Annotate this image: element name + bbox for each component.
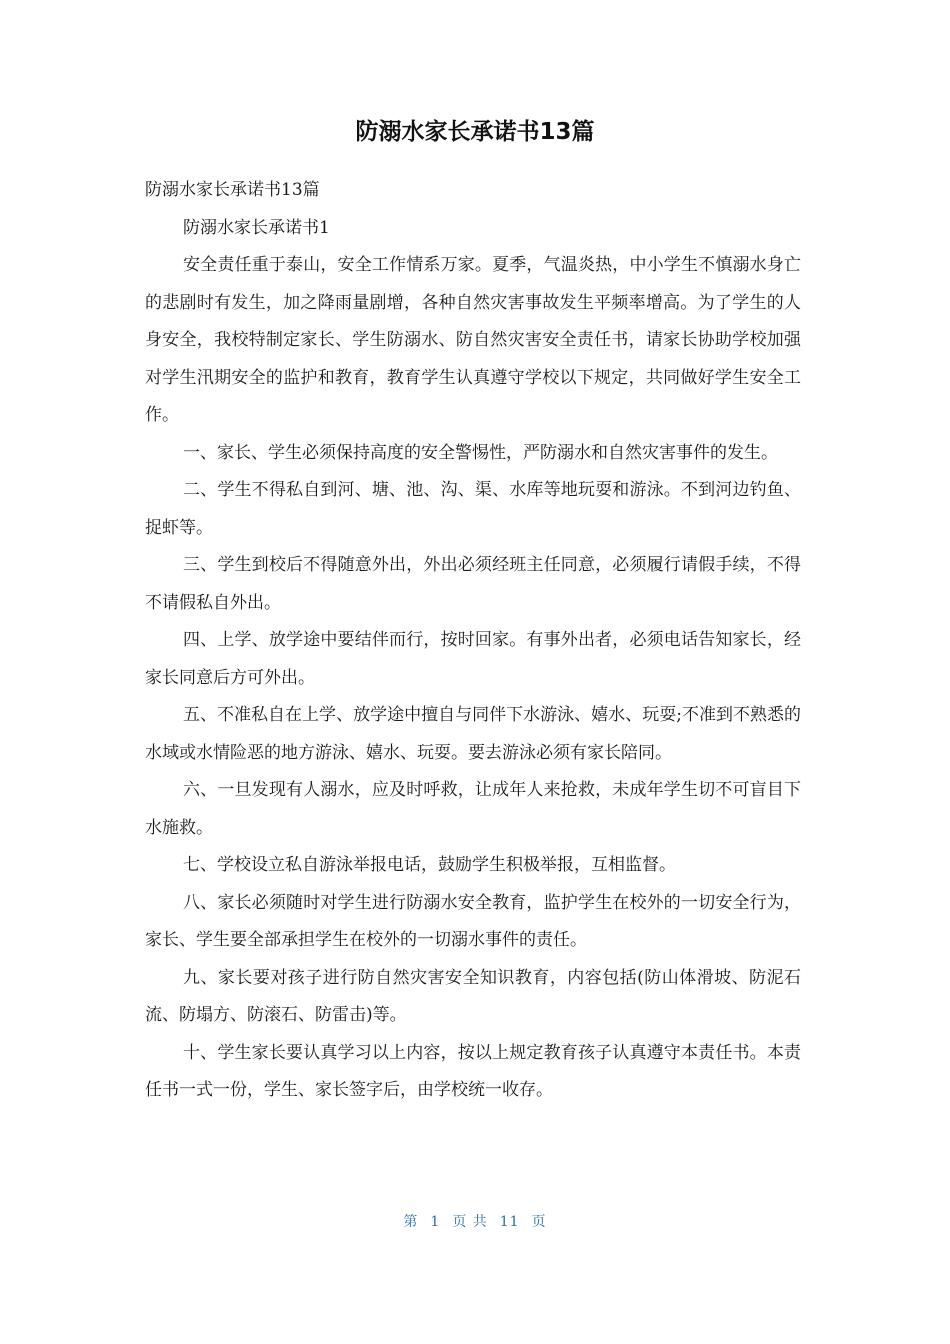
rule-item: 七、学校设立私自游泳举报电话，鼓励学生积极举报，互相监督。 bbox=[183, 855, 676, 875]
page-footer bbox=[0, 1210, 950, 1234]
section-heading: 防溺水家长承诺书1 bbox=[183, 217, 330, 238]
current-page-number: 1 bbox=[430, 1214, 441, 1230]
footer-suffix: 页 bbox=[531, 1214, 547, 1230]
document-body bbox=[145, 172, 801, 1110]
paragraph: 防溺水家长承诺书13篇 bbox=[145, 180, 320, 200]
footer-middle: 页 共 bbox=[452, 1214, 488, 1230]
total-pages-number: 11 bbox=[499, 1214, 520, 1230]
document-title: 防溺水家长承诺书13篇 bbox=[355, 119, 595, 145]
rule-item: 五、不准私自在上学、放学途中擅自与同伴下水游泳、嬉水、玩耍;不准到不熟悉的水域或水情险恶的地方游泳、嬉水、玩耍。要去游泳必须有家长陪同。 bbox=[145, 705, 801, 763]
rule-item: 六、一旦发现有人溺水，应及时呼救，让成年人来抢救，未成年学生切不可盲目下水施救。 bbox=[145, 780, 801, 838]
rule-item: 八、家长必须随时对学生进行防溺水安全教育，监护学生在校外的一切安全行为，家长、学生要全部承担学生在校外的一切溺水事件的责任。 bbox=[145, 892, 801, 950]
rule-item: 九、家长要对孩子进行防自然灾害安全知识教育，内容包括(防山体滑坡、防泥石流、防塌方、防滚石、防雷击)等。 bbox=[145, 967, 801, 1025]
rule-item: 一、家长、学生必须保持高度的安全警惕性，严防溺水和自然灾害事件的发生。 bbox=[183, 442, 778, 463]
paragraph: 安全责任重于泰山，安全工作情系万家。夏季，气温炎热，中小学生不慎溺水身亡的悲剧时有发生，加之降雨量剧增，各种自然灾害事故发生平频率增高。为了学生的人身安全，我校特制定家长、学生防溺水、防自然灾害安全责任书，请家长协助学校加强对学生汛期安全的监护和教育，教育学生认真遵守学校以下规定，共同做好学生安全工作。 bbox=[145, 255, 801, 425]
footer-prefix: 第 bbox=[403, 1214, 419, 1230]
rule-item: 二、学生不得私自到河、塘、池、沟、渠、水库等地玩耍和游泳。不到河边钓鱼、捉虾等。 bbox=[145, 480, 801, 538]
rule-item: 三、学生到校后不得随意外出，外出必须经班主任同意，必须履行请假手续，不得不请假私自外出。 bbox=[145, 555, 801, 613]
rule-item: 十、学生家长要认真学习以上内容，按以上规定教育孩子认真遵守本责任书。本责任书一式一份，学生、家长签字后，由学校统一收存。 bbox=[145, 1042, 801, 1100]
rule-item: 四、上学、放学途中要结伴而行，按时回家。有事外出者，必须电话告知家长，经家长同意后方可外出。 bbox=[145, 630, 801, 688]
